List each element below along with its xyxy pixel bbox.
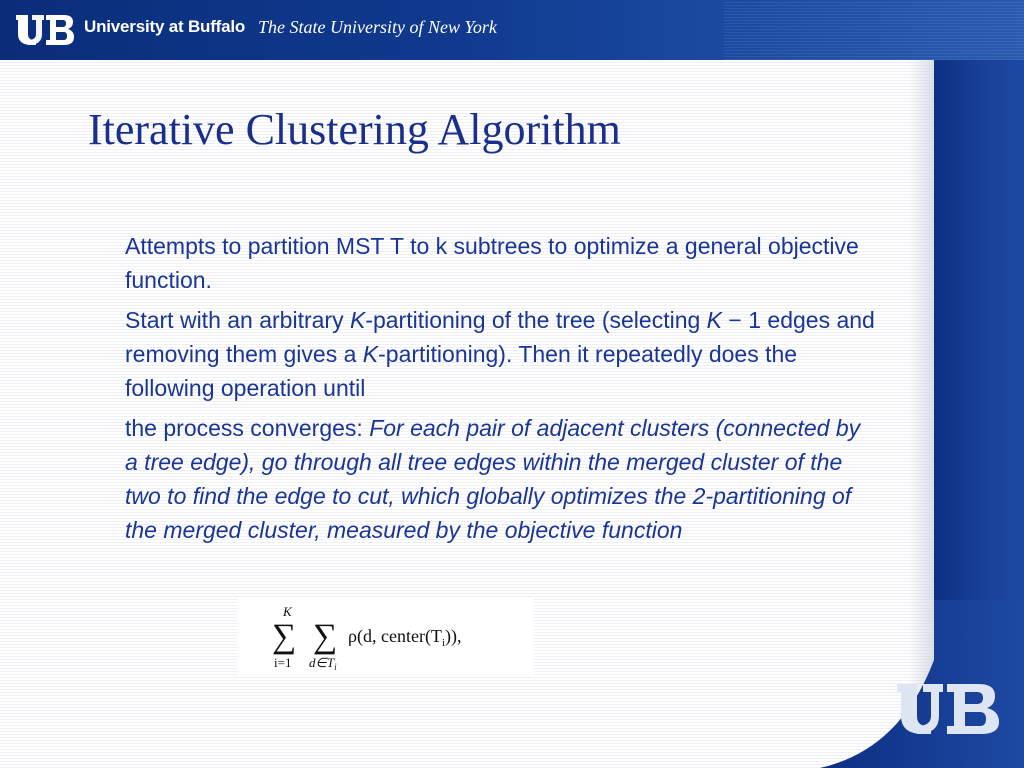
formula-body-sub: i [441,637,445,649]
sum-upper-k: K [283,604,292,619]
p2-text-a: Start with an arbitrary [125,307,350,333]
formula-body-main: ρ(d, center(T [348,626,442,646]
paragraph-1: Attempts to partition MST T to k subtrees to optimize a general objective function. [125,233,859,293]
p3-italic-text: For each pair of adjacent clusters (connected by a tree edge), go through all tree edges within the merged cluster of the two to find the edge to cut, which globally optimizes the 2-partitioning of the merged cluster, measured by the objective function [125,415,861,543]
sum-symbol-2: ∑ [313,618,338,655]
p2-var-k: K [362,341,379,367]
p3-text-a: the process converges: [125,415,370,441]
header-banner [0,0,1024,60]
ub-corner-logo-icon [893,680,1005,738]
p2-var-k: K [706,307,723,333]
paragraph-2 [125,303,875,405]
p2-var-k: K [349,307,366,333]
ub-logo-icon [14,12,76,48]
slide-title: Iterative Clustering Algorithm [88,105,621,154]
university-name: University at Buffalo [84,17,246,36]
sum-lower-1: i=1 [274,655,292,670]
formula-svg [238,597,534,675]
sum-symbol-1: ∑ [272,618,297,655]
banner-stripes [724,0,1024,60]
formula-body [348,626,462,649]
sum-lower-2 [309,655,337,672]
sum-lower-2-sub: i [334,662,337,672]
slide-body [125,229,875,553]
p2-text-e: − 1 edges and removing them gives a [125,307,875,367]
p2-text-g: -partitioning). Then it repeatedly does the following operation until [125,341,798,401]
p2-text-c: -partitioning of the tree (selecting [365,307,707,333]
university-subtitle: The State University of New York [258,17,497,37]
paragraph-3 [125,411,875,547]
sum-lower-2-main: d∈T [309,655,335,670]
objective-formula [238,597,534,675]
formula-body-end: )), [445,626,462,646]
